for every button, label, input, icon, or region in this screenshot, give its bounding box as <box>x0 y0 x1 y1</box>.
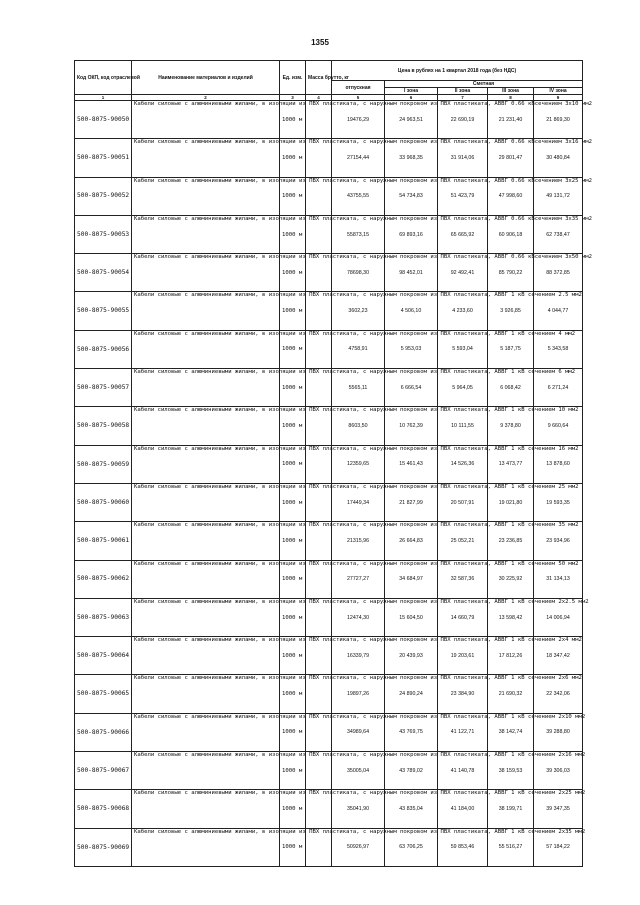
cell-zone-1-price: 33 968,35 <box>385 139 438 177</box>
cell-zone-2-price: 19 203,61 <box>438 637 488 675</box>
cell-zone-2-price: 4 233,60 <box>438 292 488 330</box>
cell-zone-3-price: 6 068,42 <box>488 369 534 407</box>
cell-unit: 1000 м <box>280 560 306 598</box>
column-number: 3 <box>280 95 306 101</box>
cell-release-price: 19476,29 <box>332 101 385 139</box>
cell-name: Кабели силовые с алюминиевыми жилами, в изоляции из ПВХ пластиката, с наружным покровом из ПВХ пластиката, АВВГ 1 кВ сечением 2х35 мм2 <box>132 828 280 866</box>
cell-release-price: 3602,23 <box>332 292 385 330</box>
cell-release-price: 50926,97 <box>332 828 385 866</box>
cell-unit: 1000 м <box>280 713 306 751</box>
cell-release-price: 19897,26 <box>332 675 385 713</box>
header-unit: Ед. изм. <box>280 61 306 95</box>
cell-zone-4-price: 5 343,58 <box>534 330 583 368</box>
cell-name: Кабели силовые с алюминиевыми жилами, в изоляции из ПВХ пластиката, с наружным покровом из ПВХ пластиката, АВВГ 1 кВ сечением 2х10 мм2 <box>132 713 280 751</box>
cell-zone-3-price: 23 236,85 <box>488 522 534 560</box>
cell-zone-1-price: 63 706,25 <box>385 828 438 866</box>
cell-code: 500-8075-90053 <box>75 215 132 253</box>
header-zone-3: III зона <box>488 88 534 95</box>
cell-zone-3-price: 85 790,22 <box>488 254 534 292</box>
cell-code: 500-8075-90052 <box>75 177 132 215</box>
cell-zone-3-price: 9 378,80 <box>488 407 534 445</box>
cell-release-price: 12474,30 <box>332 598 385 636</box>
table-row <box>75 637 583 675</box>
column-number: 5 <box>332 95 385 101</box>
table-row <box>75 598 583 636</box>
column-number: 2 <box>132 95 280 101</box>
cell-zone-1-price: 98 452,01 <box>385 254 438 292</box>
table-row <box>75 752 583 790</box>
cell-release-price: 12359,65 <box>332 445 385 483</box>
cell-zone-2-price: 20 507,91 <box>438 483 488 521</box>
cell-unit: 1000 м <box>280 215 306 253</box>
header-zone-4: IV зона <box>534 88 583 95</box>
cell-name: Кабели силовые с алюминиевыми жилами, в изоляции из ПВХ пластиката, с наружным покровом из ПВХ пластиката, АВВГ 1 кВ сечением 10 мм2 <box>132 407 280 445</box>
cell-zone-2-price: 23 384,90 <box>438 675 488 713</box>
cell-code: 500-8075-90061 <box>75 522 132 560</box>
cell-code: 500-8075-90057 <box>75 369 132 407</box>
header-zone-2: II зона <box>438 88 488 95</box>
cell-zone-4-price: 62 738,47 <box>534 215 583 253</box>
column-number: 9 <box>534 95 583 101</box>
table-row <box>75 330 583 368</box>
cell-zone-3-price: 13 473,77 <box>488 445 534 483</box>
header-release: отпускная <box>332 81 385 95</box>
cell-zone-4-price: 9 660,64 <box>534 407 583 445</box>
cell-unit: 1000 м <box>280 139 306 177</box>
cell-zone-3-price: 19 021,80 <box>488 483 534 521</box>
cell-unit: 1000 м <box>280 330 306 368</box>
cell-code: 500-8075-90062 <box>75 560 132 598</box>
cell-zone-1-price: 6 666,54 <box>385 369 438 407</box>
cell-release-price: 21315,96 <box>332 522 385 560</box>
cell-zone-4-price: 4 044,77 <box>534 292 583 330</box>
cell-unit: 1000 м <box>280 752 306 790</box>
cell-zone-4-price: 39 306,03 <box>534 752 583 790</box>
cell-zone-3-price: 17 812,26 <box>488 637 534 675</box>
cell-zone-1-price: 43 835,04 <box>385 790 438 828</box>
cell-code: 500-8075-90064 <box>75 637 132 675</box>
cell-zone-2-price: 5 964,05 <box>438 369 488 407</box>
cell-release-price: 5565,11 <box>332 369 385 407</box>
cell-name: Кабели силовые с алюминиевыми жилами, в изоляции из ПВХ пластиката, с наружным покровом из ПВХ пластиката, АВВГ 1 кВ сечением 4 мм2 <box>132 330 280 368</box>
cell-zone-4-price: 39 288,80 <box>534 713 583 751</box>
cell-zone-1-price: 43 789,02 <box>385 752 438 790</box>
cell-zone-1-price: 5 953,03 <box>385 330 438 368</box>
cell-unit: 1000 м <box>280 828 306 866</box>
table-row <box>75 215 583 253</box>
cell-zone-3-price: 3 926,85 <box>488 292 534 330</box>
table-row <box>75 522 583 560</box>
cell-zone-4-price: 39 347,35 <box>534 790 583 828</box>
table-row <box>75 713 583 751</box>
cell-code: 500-8075-90063 <box>75 598 132 636</box>
table-row <box>75 828 583 866</box>
cell-zone-3-price: 13 598,42 <box>488 598 534 636</box>
header-zone-1: I зона <box>385 88 438 95</box>
column-number: 1 <box>75 95 132 101</box>
cell-zone-4-price: 14 006,94 <box>534 598 583 636</box>
cell-name: Кабели силовые с алюминиевыми жилами, в изоляции из ПВХ пластиката, с наружным покровом из ПВХ пластиката, АВВГ 1 кВ сечением 2х6 мм2 <box>132 675 280 713</box>
cell-zone-1-price: 4 506,10 <box>385 292 438 330</box>
cell-release-price: 35005,04 <box>332 752 385 790</box>
cell-name: Кабели силовые с алюминиевыми жилами, в изоляции из ПВХ пластиката, с наружным покровом из ПВХ пластиката, АВВГ 1 кВ сечением 2х2.5 мм2 <box>132 598 280 636</box>
cell-code: 500-8075-90054 <box>75 254 132 292</box>
cell-zone-1-price: 69 893,16 <box>385 215 438 253</box>
table-row <box>75 790 583 828</box>
cell-zone-2-price: 65 665,92 <box>438 215 488 253</box>
cell-zone-4-price: 88 372,85 <box>534 254 583 292</box>
cell-zone-2-price: 14 660,79 <box>438 598 488 636</box>
cell-zone-4-price: 13 878,60 <box>534 445 583 483</box>
cell-unit: 1000 м <box>280 637 306 675</box>
cell-unit: 1000 м <box>280 483 306 521</box>
cell-name: Кабели силовые с алюминиевыми жилами, в изоляции из ПВХ пластиката, с наружным покровом из ПВХ пластиката, АВВГ 1 кВ сечением 2.5 мм2 <box>132 292 280 330</box>
cell-zone-4-price: 31 134,13 <box>534 560 583 598</box>
price-table <box>74 60 593 867</box>
cell-zone-4-price: 19 593,35 <box>534 483 583 521</box>
cell-unit: 1000 м <box>280 369 306 407</box>
cell-unit: 1000 м <box>280 101 306 139</box>
cell-unit: 1000 м <box>280 177 306 215</box>
table-row <box>75 139 583 177</box>
cell-zone-3-price: 21 690,32 <box>488 675 534 713</box>
table-row <box>75 675 583 713</box>
table-row <box>75 369 583 407</box>
cell-code: 500-8075-90069 <box>75 828 132 866</box>
cell-release-price: 17449,34 <box>332 483 385 521</box>
cell-zone-1-price: 26 664,83 <box>385 522 438 560</box>
cell-unit: 1000 м <box>280 407 306 445</box>
cell-zone-3-price: 38 159,53 <box>488 752 534 790</box>
cell-name: Кабели силовые с алюминиевыми жилами, в изоляции из ПВХ пластиката, с наружным покровом из ПВХ пластиката, АВВГ 1 кВ сечением 2х16 мм2 <box>132 752 280 790</box>
cell-name: Кабели силовые с алюминиевыми жилами, в изоляции из ПВХ пластиката, с наружным покровом из ПВХ пластиката, АВВГ 0.66 кВсечением 3х50 мм2 <box>132 254 280 292</box>
table-body <box>75 101 593 867</box>
cell-release-price: 27154,44 <box>332 139 385 177</box>
cell-name: Кабели силовые с алюминиевыми жилами, в изоляции из ПВХ пластиката, с наружным покровом из ПВХ пластиката, АВВГ 1 кВ сечением 50 мм2 <box>132 560 280 598</box>
cell-release-price: 8603,50 <box>332 407 385 445</box>
cell-zone-3-price: 47 998,60 <box>488 177 534 215</box>
cell-name: Кабели силовые с алюминиевыми жилами, в изоляции из ПВХ пластиката, с наружным покровом из ПВХ пластиката, АВВГ 1 кВ сечением 25 мм2 <box>132 483 280 521</box>
cell-code: 500-8075-90055 <box>75 292 132 330</box>
cell-zone-4-price: 21 869,30 <box>534 101 583 139</box>
cell-zone-3-price: 21 231,40 <box>488 101 534 139</box>
cell-name: Кабели силовые с алюминиевыми жилами, в изоляции из ПВХ пластиката, с наружным покровом из ПВХ пластиката, АВВГ 0.66 кВсечением 3х16 мм2 <box>132 139 280 177</box>
cell-zone-3-price: 55 516,27 <box>488 828 534 866</box>
cell-zone-2-price: 59 853,46 <box>438 828 488 866</box>
cell-code: 500-8075-90065 <box>75 675 132 713</box>
cell-zone-4-price: 23 934,96 <box>534 522 583 560</box>
cell-zone-2-price: 92 492,41 <box>438 254 488 292</box>
header-mass: Масса брутто, кг <box>306 61 332 95</box>
cell-zone-2-price: 32 587,36 <box>438 560 488 598</box>
cell-zone-1-price: 34 684,97 <box>385 560 438 598</box>
page-number: 1355 <box>311 38 329 47</box>
header-code: Код ОКП, код отраслевой <box>75 61 132 95</box>
cell-zone-1-price: 15 461,43 <box>385 445 438 483</box>
cell-unit: 1000 м <box>280 790 306 828</box>
cell-zone-3-price: 38 142,74 <box>488 713 534 751</box>
cell-zone-1-price: 24 963,51 <box>385 101 438 139</box>
cell-unit: 1000 м <box>280 675 306 713</box>
column-number: 8 <box>488 95 534 101</box>
cell-unit: 1000 м <box>280 292 306 330</box>
table-row <box>75 407 583 445</box>
cell-zone-3-price: 5 187,75 <box>488 330 534 368</box>
cell-release-price: 35041,90 <box>332 790 385 828</box>
cell-code: 500-8075-90051 <box>75 139 132 177</box>
cell-zone-2-price: 41 184,00 <box>438 790 488 828</box>
table-row <box>75 101 583 139</box>
table-row <box>75 483 583 521</box>
cell-name: Кабели силовые с алюминиевыми жилами, в изоляции из ПВХ пластиката, с наружным покровом из ПВХ пластиката, АВВГ 1 кВ сечением 16 мм2 <box>132 445 280 483</box>
cell-zone-1-price: 54 734,83 <box>385 177 438 215</box>
cell-zone-2-price: 10 111,55 <box>438 407 488 445</box>
cell-zone-4-price: 30 480,84 <box>534 139 583 177</box>
table-row <box>75 177 583 215</box>
cell-code: 500-8075-90056 <box>75 330 132 368</box>
cell-zone-2-price: 31 914,06 <box>438 139 488 177</box>
cell-zone-2-price: 25 052,21 <box>438 522 488 560</box>
cell-zone-4-price: 57 184,22 <box>534 828 583 866</box>
cell-release-price: 43755,55 <box>332 177 385 215</box>
cell-name: Кабели силовые с алюминиевыми жилами, в изоляции из ПВХ пластиката, с наружным покровом из ПВХ пластиката, АВВГ 1 кВ сечением 35 мм2 <box>132 522 280 560</box>
cell-release-price: 34989,64 <box>332 713 385 751</box>
header-name: Наименование материалов и изделий <box>132 61 280 95</box>
cell-code: 500-8075-90067 <box>75 752 132 790</box>
cell-zone-1-price: 43 769,75 <box>385 713 438 751</box>
cell-zone-1-price: 21 827,99 <box>385 483 438 521</box>
table-row <box>75 445 583 483</box>
cell-zone-1-price: 15 604,50 <box>385 598 438 636</box>
cell-code: 500-8075-90059 <box>75 445 132 483</box>
cell-zone-4-price: 22 342,06 <box>534 675 583 713</box>
cell-zone-4-price: 49 131,72 <box>534 177 583 215</box>
header-estimate: Сметная <box>385 81 583 88</box>
cell-name: Кабели силовые с алюминиевыми жилами, в изоляции из ПВХ пластиката, с наружным покровом из ПВХ пластиката, АВВГ 0.66 кВсечением 3х10 мм2 <box>132 101 280 139</box>
cell-release-price: 78698,30 <box>332 254 385 292</box>
header-price-title: Цена в рублях на 1 квартал 2018 года (без НДС) <box>332 61 583 81</box>
cell-name: Кабели силовые с алюминиевыми жилами, в изоляции из ПВХ пластиката, с наружным покровом из ПВХ пластиката, АВВГ 1 кВ сечением 2х4 мм2 <box>132 637 280 675</box>
cell-zone-2-price: 41 122,71 <box>438 713 488 751</box>
cell-release-price: 16339,79 <box>332 637 385 675</box>
cell-unit: 1000 м <box>280 522 306 560</box>
cell-zone-3-price: 60 906,18 <box>488 215 534 253</box>
cell-release-price: 4758,91 <box>332 330 385 368</box>
cell-release-price: 27727,27 <box>332 560 385 598</box>
cell-zone-1-price: 24 890,24 <box>385 675 438 713</box>
column-number: 4 <box>306 95 332 101</box>
cell-unit: 1000 м <box>280 445 306 483</box>
cell-zone-2-price: 22 690,19 <box>438 101 488 139</box>
table-row <box>75 254 583 292</box>
cell-name: Кабели силовые с алюминиевыми жилами, в изоляции из ПВХ пластиката, с наружным покровом из ПВХ пластиката, АВВГ 1 кВ сечением 2х25 мм2 <box>132 790 280 828</box>
cell-zone-1-price: 20 439,93 <box>385 637 438 675</box>
cell-code: 500-8075-90050 <box>75 101 132 139</box>
cell-zone-2-price: 5 593,04 <box>438 330 488 368</box>
cell-unit: 1000 м <box>280 598 306 636</box>
cell-zone-3-price: 30 225,92 <box>488 560 534 598</box>
cell-name: Кабели силовые с алюминиевыми жилами, в изоляции из ПВХ пластиката, с наружным покровом из ПВХ пластиката, АВВГ 0.66 кВсечением 3х25 мм2 <box>132 177 280 215</box>
cell-code: 500-8075-90066 <box>75 713 132 751</box>
cell-zone-1-price: 10 762,39 <box>385 407 438 445</box>
cell-code: 500-8075-90060 <box>75 483 132 521</box>
cell-code: 500-8075-90068 <box>75 790 132 828</box>
table-row <box>75 292 583 330</box>
cell-zone-4-price: 6 271,24 <box>534 369 583 407</box>
table-row <box>75 560 583 598</box>
cell-name: Кабели силовые с алюминиевыми жилами, в изоляции из ПВХ пластиката, с наружным покровом из ПВХ пластиката, АВВГ 1 кВ сечением 6 мм2 <box>132 369 280 407</box>
column-number: 6 <box>385 95 438 101</box>
cell-zone-4-price: 18 347,42 <box>534 637 583 675</box>
cell-zone-3-price: 38 199,71 <box>488 790 534 828</box>
cell-unit: 1000 м <box>280 254 306 292</box>
cell-zone-2-price: 41 140,78 <box>438 752 488 790</box>
cell-zone-2-price: 14 526,36 <box>438 445 488 483</box>
cell-zone-3-price: 29 801,47 <box>488 139 534 177</box>
cell-zone-2-price: 51 423,79 <box>438 177 488 215</box>
cell-name: Кабели силовые с алюминиевыми жилами, в изоляции из ПВХ пластиката, с наружным покровом из ПВХ пластиката, АВВГ 0.66 кВсечением 3х35 мм2 <box>132 215 280 253</box>
column-number: 7 <box>438 95 488 101</box>
cell-release-price: 55873,15 <box>332 215 385 253</box>
cell-code: 500-8075-90058 <box>75 407 132 445</box>
